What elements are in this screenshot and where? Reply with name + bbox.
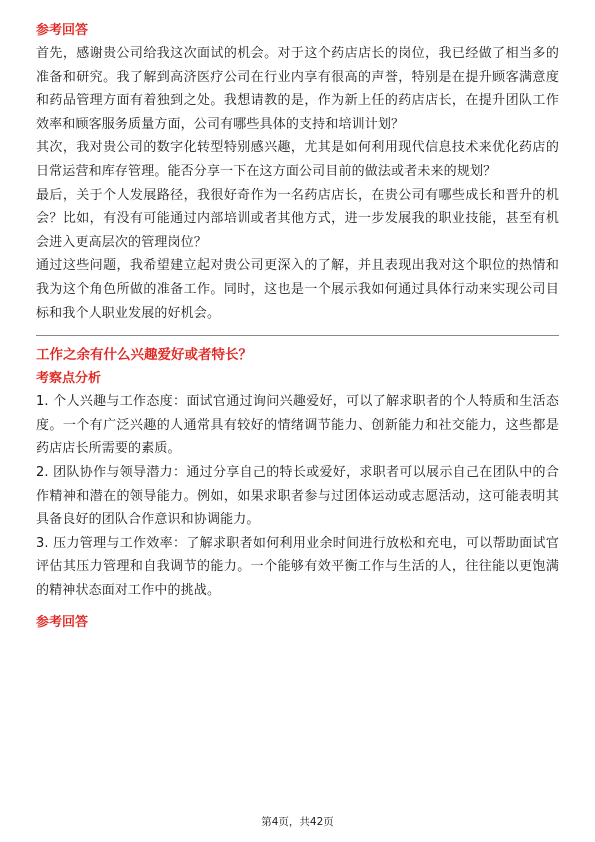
analysis-point: 1. 个人兴趣与工作态度：面试官通过询问兴趣爱好，可以了解求职者的个人特质和生活态度。一个有广泛兴趣的人通常具有较好的情绪调节能力、创新能力和社交能力，这些都是药店店长所需要的素质。 bbox=[36, 394, 559, 457]
answer-paragraph: 其次，我对贵公司的数字化转型特别感兴趣，尤其是如何利用现代信息技术来优化药店的日常运营和库存管理。能否分享一下在这方面公司目前的做法或者未来的规划？ bbox=[36, 140, 559, 179]
answer-heading: 参考回答 bbox=[36, 615, 89, 631]
analysis-heading: 考察点分析 bbox=[36, 371, 102, 387]
answer-paragraph: 通过这些问题，我希望建立起对贵公司更深入的了解，并且表现出我对这个职位的热情和我为这个角色所做的准备工作。同时，这也是一个展示我如何通过具体行动来实现公司目标和我个人职业发展的好机会。 bbox=[36, 258, 559, 321]
answer-paragraph: 最后，关于个人发展路径，我很好奇作为一名药店店长，在贵公司有哪些成长和晋升的机会？比如，有没有可能通过内部培训或者其他方式，进一步发展我的职业技能，甚至有机会进入更高层次的管理岗位？ bbox=[36, 187, 559, 250]
answer-heading: 参考回答 bbox=[36, 23, 89, 38]
analysis-point: 2. 团队协作与领导潜力：通过分享自己的特长或爱好，求职者可以展示自己在团队中的合作精神和潜在的领导能力。例如，如果求职者参与过团体运动或志愿活动，这可能表明其具备良好的团队合作意识和协调能力。 bbox=[36, 464, 559, 528]
page-number: 第4页，共42页 bbox=[261, 816, 334, 828]
answer-paragraph: 首先，感谢贵公司给我这次面试的机会。对于这个药店店长的岗位，我已经做了相当多的准备和研究。我了解到高济医疗公司在行业内享有很高的声誉，特别是在提升顾客满意度和药品管理方面有着独到之处。我想请教的是，作为新上任的药店店长，在提升团队工作效率和顾客服务质量方面，公司有哪些具体的支持和培训计划？ bbox=[36, 46, 559, 132]
document-page bbox=[36, 20, 559, 634]
question-title: 工作之余有什么兴趣爱好或者特长？ bbox=[36, 347, 252, 364]
analysis-point: 3. 压力管理与工作效率：了解求职者如何利用业余时间进行放松和充电，可以帮助面试官评估其压力管理和自我调节的能力。一个能够有效平衡工作与生活的人，往往能以更饱满的精神状态面对工作中的挑战。 bbox=[36, 535, 559, 598]
section-divider bbox=[36, 335, 559, 336]
